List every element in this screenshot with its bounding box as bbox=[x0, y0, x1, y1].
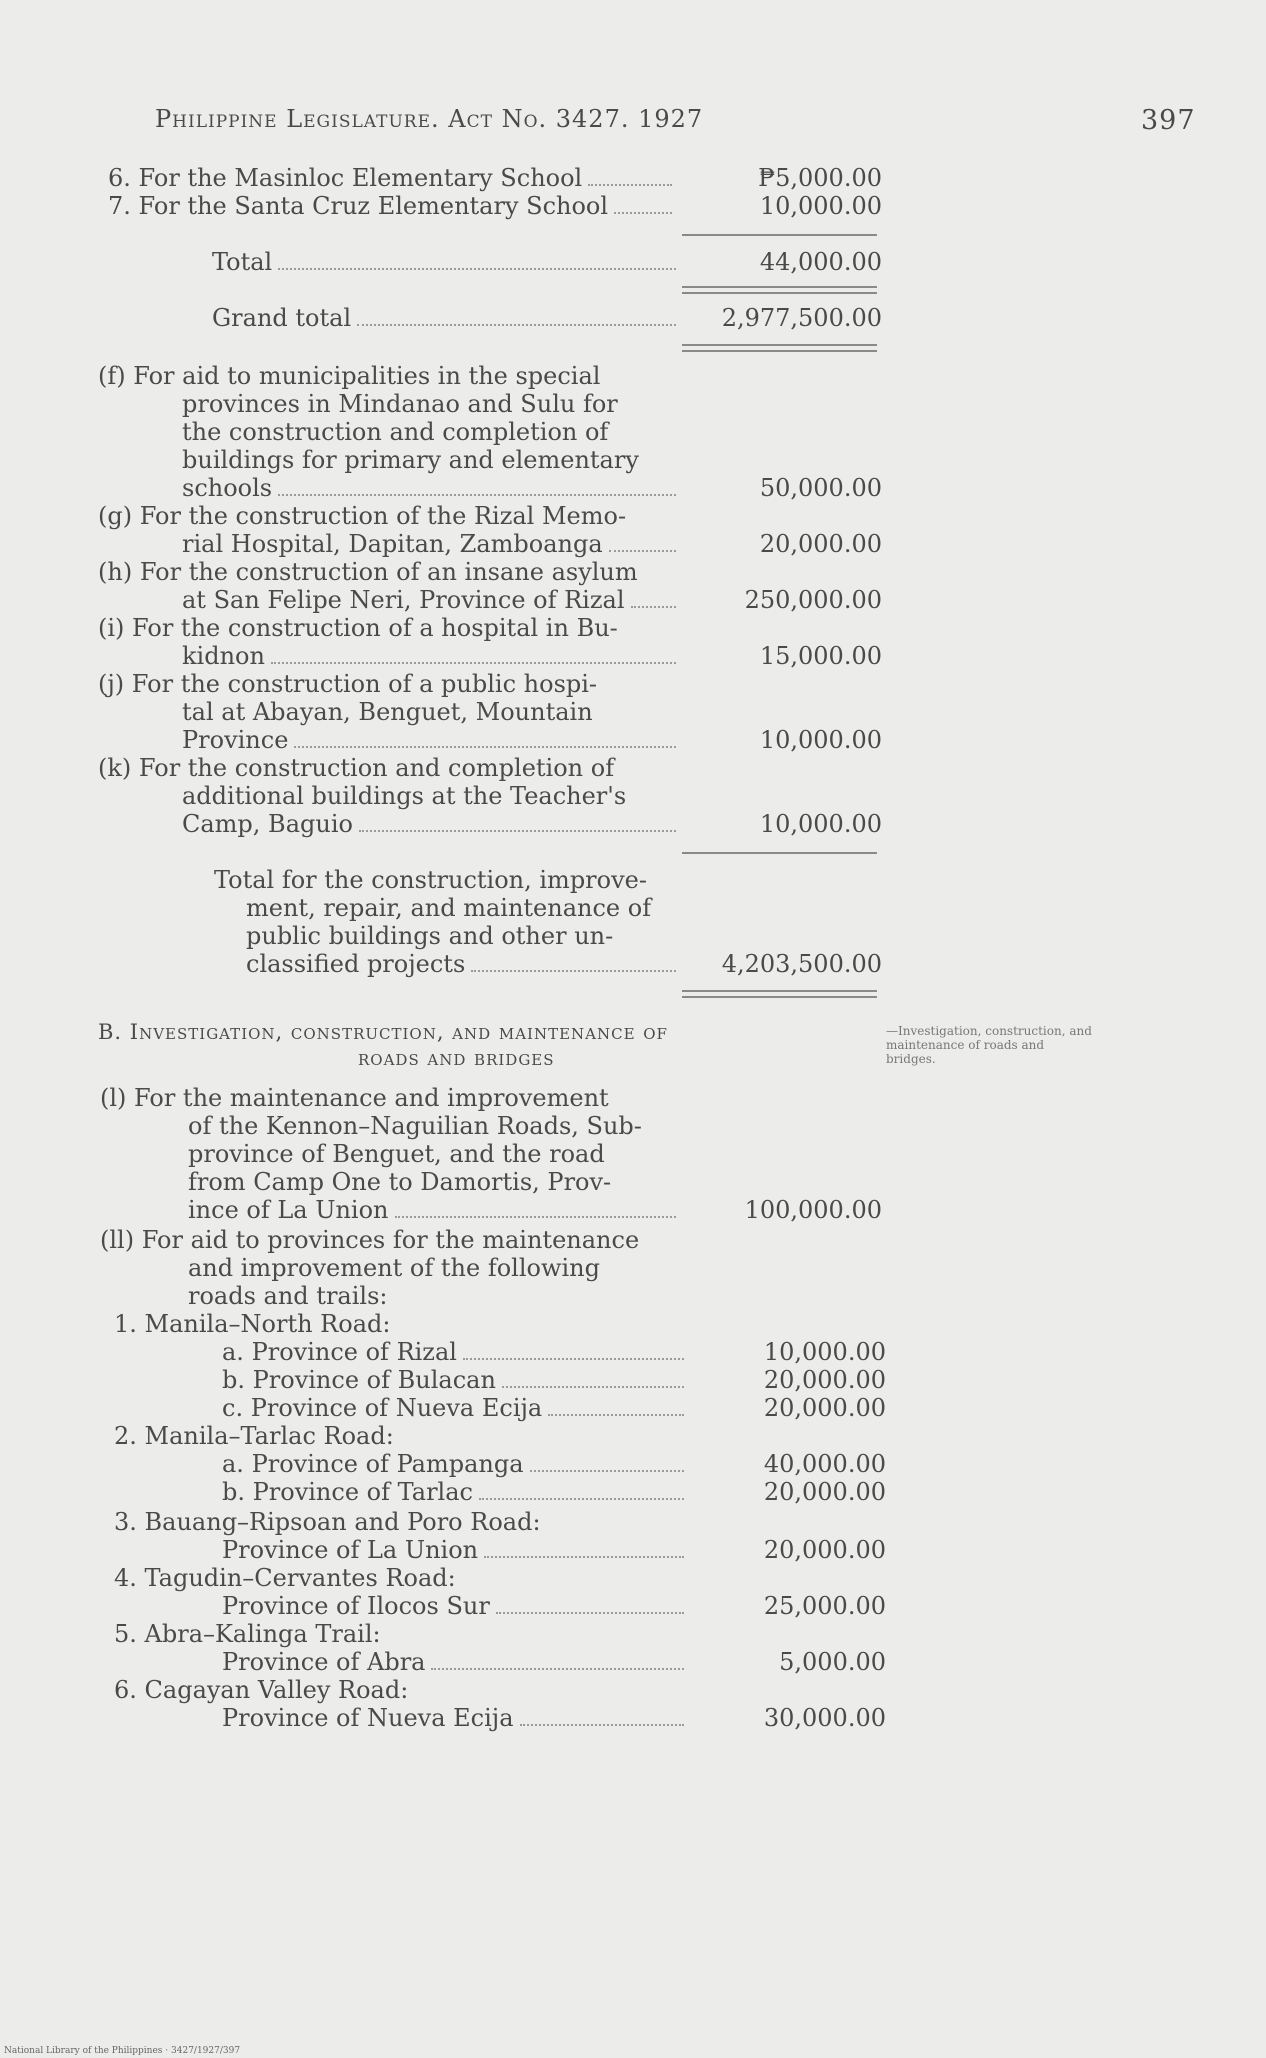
item-ll-line-3: roads and trails: bbox=[188, 1282, 388, 1310]
road-5-amount: 5,000.00 bbox=[779, 1648, 886, 1676]
road-5-title: 5. Abra–Kalinga Trail: bbox=[114, 1620, 381, 1648]
grand-total-label: Grand total bbox=[212, 304, 682, 332]
item-f-line-5: schools bbox=[182, 474, 682, 502]
road-1-b-amount: 20,000.00 bbox=[763, 1366, 886, 1394]
road-2-a-label: a. Province of Pampanga bbox=[222, 1450, 690, 1478]
item-l-line-5: ince of La Union bbox=[188, 1196, 682, 1224]
section-b-heading-line-1: B. Investigation, construction, and maintenance of bbox=[98, 1020, 668, 1044]
item-7-label: 7. For the Santa Cruz Elementary School bbox=[108, 192, 678, 220]
item-j-line-3: Province bbox=[182, 726, 682, 754]
section-b-heading-line-2: roads and bridges bbox=[358, 1046, 555, 1070]
double-rule-bottom bbox=[682, 350, 877, 352]
total-label: Total bbox=[212, 248, 682, 276]
rule bbox=[682, 852, 877, 854]
rule bbox=[682, 234, 877, 236]
item-f-line-3: the construction and completion of bbox=[182, 418, 609, 446]
road-2-a-amount: 40,000.00 bbox=[763, 1450, 886, 1478]
item-k-line-1: (k) For the construction and completion of bbox=[98, 754, 615, 782]
road-4-label: Province of Ilocos Sur bbox=[222, 1592, 690, 1620]
double-rule-top bbox=[682, 990, 877, 992]
road-1-c-amount: 20,000.00 bbox=[763, 1394, 886, 1422]
road-3-amount: 20,000.00 bbox=[763, 1536, 886, 1564]
item-k-line-2: additional buildings at the Teacher's bbox=[182, 782, 627, 810]
road-5-label: Province of Abra bbox=[222, 1648, 690, 1676]
grand-total-amount: 2,977,500.00 bbox=[721, 304, 882, 332]
item-k-line-3: Camp, Baguio bbox=[182, 810, 682, 838]
total-construction-line-1: Total for the construction, improve- bbox=[214, 866, 647, 894]
road-2-b-label: b. Province of Tarlac bbox=[222, 1478, 690, 1506]
item-6-label: 6. For the Masinloc Elementary School bbox=[108, 164, 678, 192]
road-4-title: 4. Tagudin–Cervantes Road: bbox=[114, 1564, 456, 1592]
total-construction-line-3: public buildings and other un- bbox=[246, 922, 614, 950]
total-construction-line-4: classified projects bbox=[246, 950, 682, 978]
running-title: Philippine Legislature. Act No. 3427. 1927 bbox=[155, 105, 704, 133]
road-6-label: Province of Nueva Ecija bbox=[222, 1704, 690, 1732]
road-2-title: 2. Manila–Tarlac Road: bbox=[114, 1422, 394, 1450]
item-ll-line-1: (ll) For aid to provinces for the maintenance bbox=[100, 1226, 640, 1254]
item-h-line-1: (h) For the construction of an insane asylum bbox=[98, 558, 638, 586]
item-g-amount: 20,000.00 bbox=[759, 530, 882, 558]
road-1-c-label: c. Province of Nueva Ecija bbox=[222, 1394, 690, 1422]
item-j-amount: 10,000.00 bbox=[759, 726, 882, 754]
road-1-title: 1. Manila–North Road: bbox=[114, 1310, 391, 1338]
item-f-line-1: (f) For aid to municipalities in the special bbox=[98, 362, 601, 390]
footer-note: National Library of the Philippines · 3427/1927/397 bbox=[4, 2046, 241, 2056]
item-l-amount: 100,000.00 bbox=[744, 1196, 882, 1224]
item-g-line-2: rial Hospital, Dapitan, Zamboanga bbox=[182, 530, 682, 558]
double-rule-top bbox=[682, 286, 877, 288]
item-f-amount: 50,000.00 bbox=[759, 474, 882, 502]
item-j-line-1: (j) For the construction of a public hospi- bbox=[98, 670, 598, 698]
margin-side-note: —Investigation, construction, and maintenance of roads and bridges. bbox=[886, 1024, 1092, 1066]
item-l-line-2: of the Kennon–Naguilian Roads, Sub- bbox=[188, 1112, 642, 1140]
road-1-a-amount: 10,000.00 bbox=[763, 1338, 886, 1366]
double-rule-bottom bbox=[682, 292, 877, 294]
item-h-amount: 250,000.00 bbox=[744, 586, 882, 614]
item-7-amount: 10,000.00 bbox=[759, 192, 882, 220]
item-j-line-2: tal at Abayan, Benguet, Mountain bbox=[182, 698, 593, 726]
road-4-amount: 25,000.00 bbox=[763, 1592, 886, 1620]
road-2-b-amount: 20,000.00 bbox=[763, 1478, 886, 1506]
road-3-label: Province of La Union bbox=[222, 1536, 690, 1564]
item-l-line-3: province of Benguet, and the road bbox=[188, 1140, 605, 1168]
total-amount: 44,000.00 bbox=[759, 248, 882, 276]
item-l-line-4: from Camp One to Damortis, Prov- bbox=[188, 1168, 612, 1196]
item-f-line-4: buildings for primary and elementary bbox=[182, 446, 639, 474]
page-number: 397 bbox=[1141, 105, 1196, 136]
item-i-amount: 15,000.00 bbox=[759, 642, 882, 670]
item-g-line-1: (g) For the construction of the Rizal Memo- bbox=[98, 502, 627, 530]
item-f-line-2: provinces in Mindanao and Sulu for bbox=[182, 390, 618, 418]
item-k-amount: 10,000.00 bbox=[759, 810, 882, 838]
total-construction-amount: 4,203,500.00 bbox=[721, 950, 882, 978]
road-3-title: 3. Bauang–Ripsoan and Poro Road: bbox=[114, 1508, 541, 1536]
item-h-line-2: at San Felipe Neri, Province of Rizal bbox=[182, 586, 682, 614]
item-6-amount: ₱5,000.00 bbox=[758, 164, 882, 192]
road-1-a-label: a. Province of Rizal bbox=[222, 1338, 690, 1366]
item-i-line-2: kidnon bbox=[182, 642, 682, 670]
item-i-line-1: (i) For the construction of a hospital in Bu- bbox=[98, 614, 618, 642]
double-rule-top bbox=[682, 344, 877, 346]
item-l-line-1: (l) For the maintenance and improvement bbox=[100, 1084, 609, 1112]
road-1-b-label: b. Province of Bulacan bbox=[222, 1366, 690, 1394]
road-6-title: 6. Cagayan Valley Road: bbox=[114, 1676, 409, 1704]
item-ll-line-2: and improvement of the following bbox=[188, 1254, 600, 1282]
road-6-amount: 30,000.00 bbox=[763, 1704, 886, 1732]
total-construction-line-2: ment, repair, and maintenance of bbox=[246, 894, 652, 922]
double-rule-bottom bbox=[682, 996, 877, 998]
